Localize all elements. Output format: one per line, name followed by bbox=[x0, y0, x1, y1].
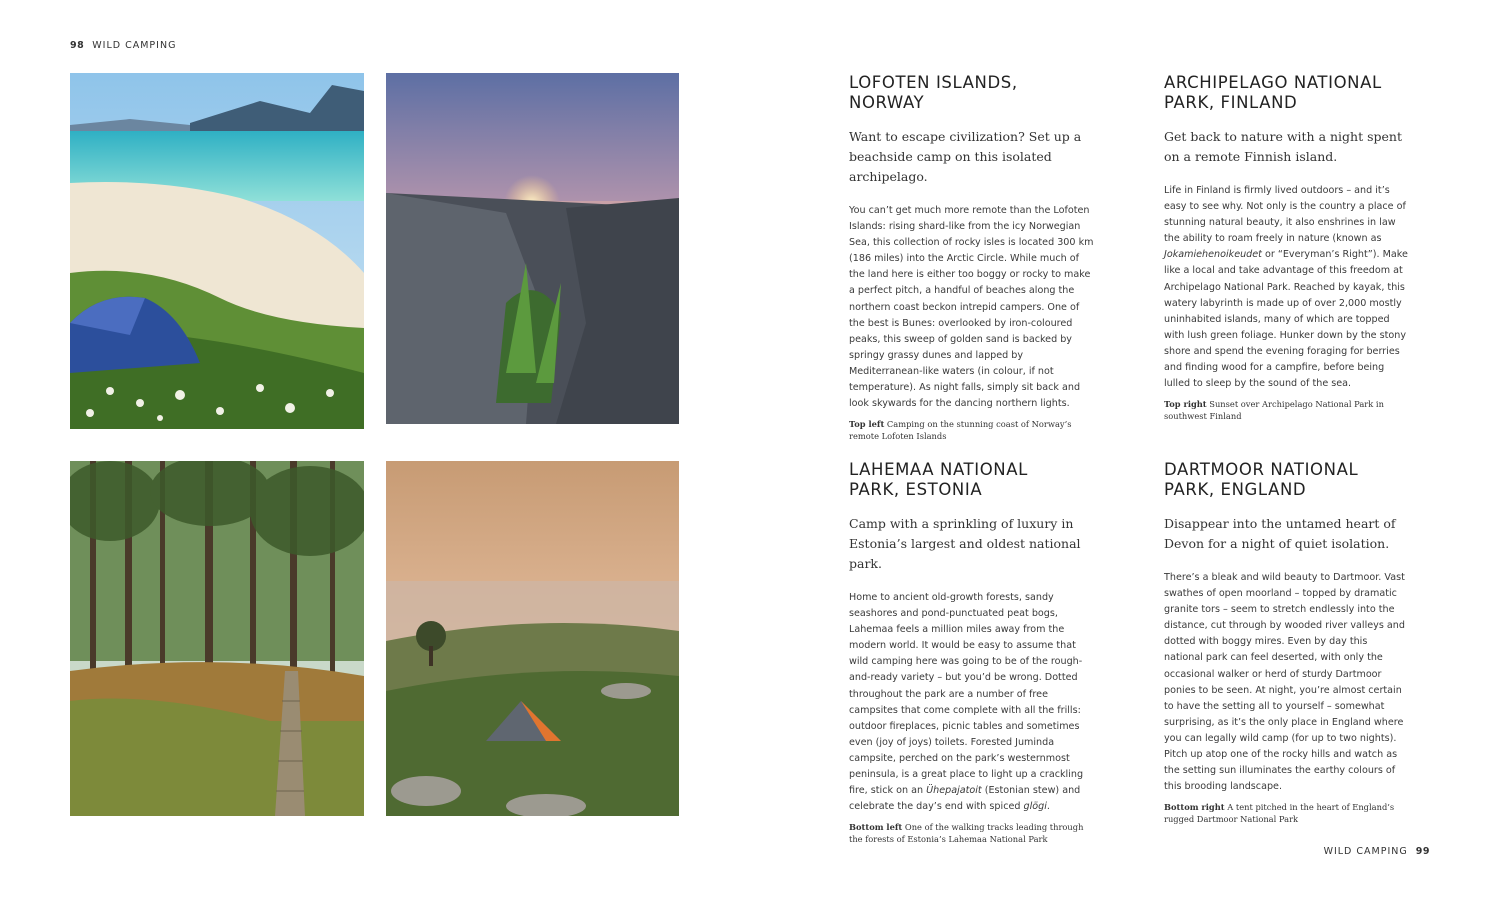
entry-intro: Want to escape civilization? Set up a beachside camp on this isolated archipelago. bbox=[849, 129, 1082, 184]
entry-title bbox=[1164, 460, 1409, 500]
lahemaa-entry bbox=[849, 460, 1094, 845]
photo-caption bbox=[849, 821, 1094, 845]
caption-label: Top right bbox=[1164, 399, 1207, 410]
photo-caption bbox=[1164, 801, 1409, 825]
body-text: . bbox=[1046, 801, 1050, 813]
photo-caption bbox=[1164, 398, 1409, 422]
body-text: or “Everyman’s Right”). Make like a local and take advantage of this freedom at Archipelago National Park. Reached by kayak, this watery labyrinth is made up of over 2,000 mostly uninhabited islands, many of which are topped with lush green foliage. Hunker down by the stony shore and spend the evening foraging for berries and finding wood for a campfire, before being lulled to sleep by the sound of the sea. bbox=[1164, 249, 1408, 390]
sunset-rocks-photo bbox=[386, 73, 679, 424]
left-page-number: 98 bbox=[70, 40, 85, 51]
caption-label: Bottom right bbox=[1164, 802, 1225, 813]
entry-intro: Camp with a sprinkling of luxury in Estonia’s largest and oldest national park. bbox=[849, 516, 1081, 571]
entry-intro: Disappear into the untamed heart of Devon for a night of quiet isolation. bbox=[1164, 516, 1396, 551]
entry-title-line2: NORWAY bbox=[849, 93, 925, 112]
camping-beach-photo bbox=[70, 73, 364, 429]
entry-title-line1: LAHEMAA NATIONAL bbox=[849, 460, 1028, 479]
entry-title-line1: LOFOTEN ISLANDS, bbox=[849, 73, 1018, 92]
entry-intro: Get back to nature with a night spent on a remote Finnish island. bbox=[1164, 129, 1402, 164]
left-folio bbox=[70, 40, 176, 51]
caption-text: Camping on the stunning coast of Norway’s remote Lofoten Islands bbox=[849, 419, 1072, 442]
right-running-head: WILD CAMPING bbox=[1323, 846, 1408, 857]
entry-body bbox=[849, 590, 1094, 815]
caption-label: Top left bbox=[849, 419, 885, 430]
body-text: Home to ancient old-growth forests, sandy seashores and pond-punctuated peat bogs, Lahemaa feels a million miles away from the modern world. It would be easy to assume that wild camping here was going to be of the rough-and-ready variety – but you’d be wrong. Dotted throughout the park are a number of free campsites that come complete with all the frills: outdoor fireplaces, picnic tables and sometimes even (joy of joys) toilets. Forested Juminda campsite, perched on the park’s westernmost peninsula, is a great place to light up a crackling fire, stick on an bbox=[849, 592, 1084, 797]
dartmoor-entry bbox=[1164, 460, 1409, 825]
entry-title-line2: PARK, ESTONIA bbox=[849, 480, 983, 499]
entry-title-line2: PARK, FINLAND bbox=[1164, 93, 1298, 112]
body-text: (Estonian stew) and celebrate the day’s end with spiced bbox=[849, 785, 1081, 813]
right-folio bbox=[1324, 846, 1430, 857]
entry-title bbox=[849, 73, 1094, 113]
lofoten-entry bbox=[849, 73, 1094, 442]
entry-title bbox=[849, 460, 1094, 500]
caption-text: Sunset over Archipelago National Park in southwest Finland bbox=[1164, 399, 1384, 422]
caption-label: Bottom left bbox=[849, 822, 903, 833]
entry-body: You can’t get much more remote than the Lofoten Islands: rising shard-like from the icy Norwegian Sea, this collection of rocky isles is located 300 km (186 miles) into the Arctic Circle. While much of the land here is either too boggy or rocky to make a perfect pitch, a handful of beaches along the northern coast beckon intrepid campers. One of the best is Bunes: overlooked by iron-coloured peaks, this sweep of golden sand is backed by springy grassy dunes and lapped by Mediterranean-like waters (in colour, if not temperature). As night falls, simply sit back and look skywards for the dancing northern lights. bbox=[849, 205, 1094, 410]
body-text: Life in Finland is firmly lived outdoors – and it’s easy to see why. Not only is the country a place of stunning natural beauty, it also enshrines in law the ability to roam freely in nature (known as bbox=[1164, 185, 1406, 245]
moorland-tent-photo bbox=[386, 461, 679, 816]
body-italic-term: Ühepajatoit bbox=[926, 785, 982, 797]
entry-body: There’s a bleak and wild beauty to Dartmoor. Vast swathes of open moorland – topped by dramatic granite tors – seem to stretch endlessly into the distance, cut through by wooded river valleys and dotted with boggy mires. Even by day this national park can feel deserted, with only the occasional walker or herd of sturdy Dartmoor ponies to be seen. At night, you’re almost certain to have the setting all to yourself – somewhat surprising, as it’s the only place in England where you can legally wild camp (for up to two nights). Pitch up atop one of the rocky hills and watch as the setting sun illuminates the earthy colours of this brooding landscape. bbox=[1164, 572, 1405, 793]
left-running-head: WILD CAMPING bbox=[92, 40, 177, 51]
right-page-number: 99 bbox=[1415, 846, 1430, 857]
body-italic-term: glögi bbox=[1023, 801, 1047, 813]
entry-title-line1: ARCHIPELAGO NATIONAL bbox=[1164, 73, 1382, 92]
entry-title-line2: PARK, ENGLAND bbox=[1164, 480, 1307, 499]
entry-title bbox=[1164, 73, 1409, 113]
archipelago-entry bbox=[1164, 73, 1409, 422]
body-italic-term: Jokamiehenoikeudet bbox=[1164, 249, 1262, 261]
caption-text: One of the walking tracks leading through the forests of Estonia’s Lahemaa National Park bbox=[849, 822, 1084, 845]
photo-caption bbox=[849, 418, 1094, 442]
caption-text: A tent pitched in the heart of England’s rugged Dartmoor National Park bbox=[1164, 802, 1395, 825]
forest-boardwalk-photo bbox=[70, 461, 364, 816]
entry-body bbox=[1164, 183, 1409, 392]
entry-title-line1: DARTMOOR NATIONAL bbox=[1164, 460, 1359, 479]
